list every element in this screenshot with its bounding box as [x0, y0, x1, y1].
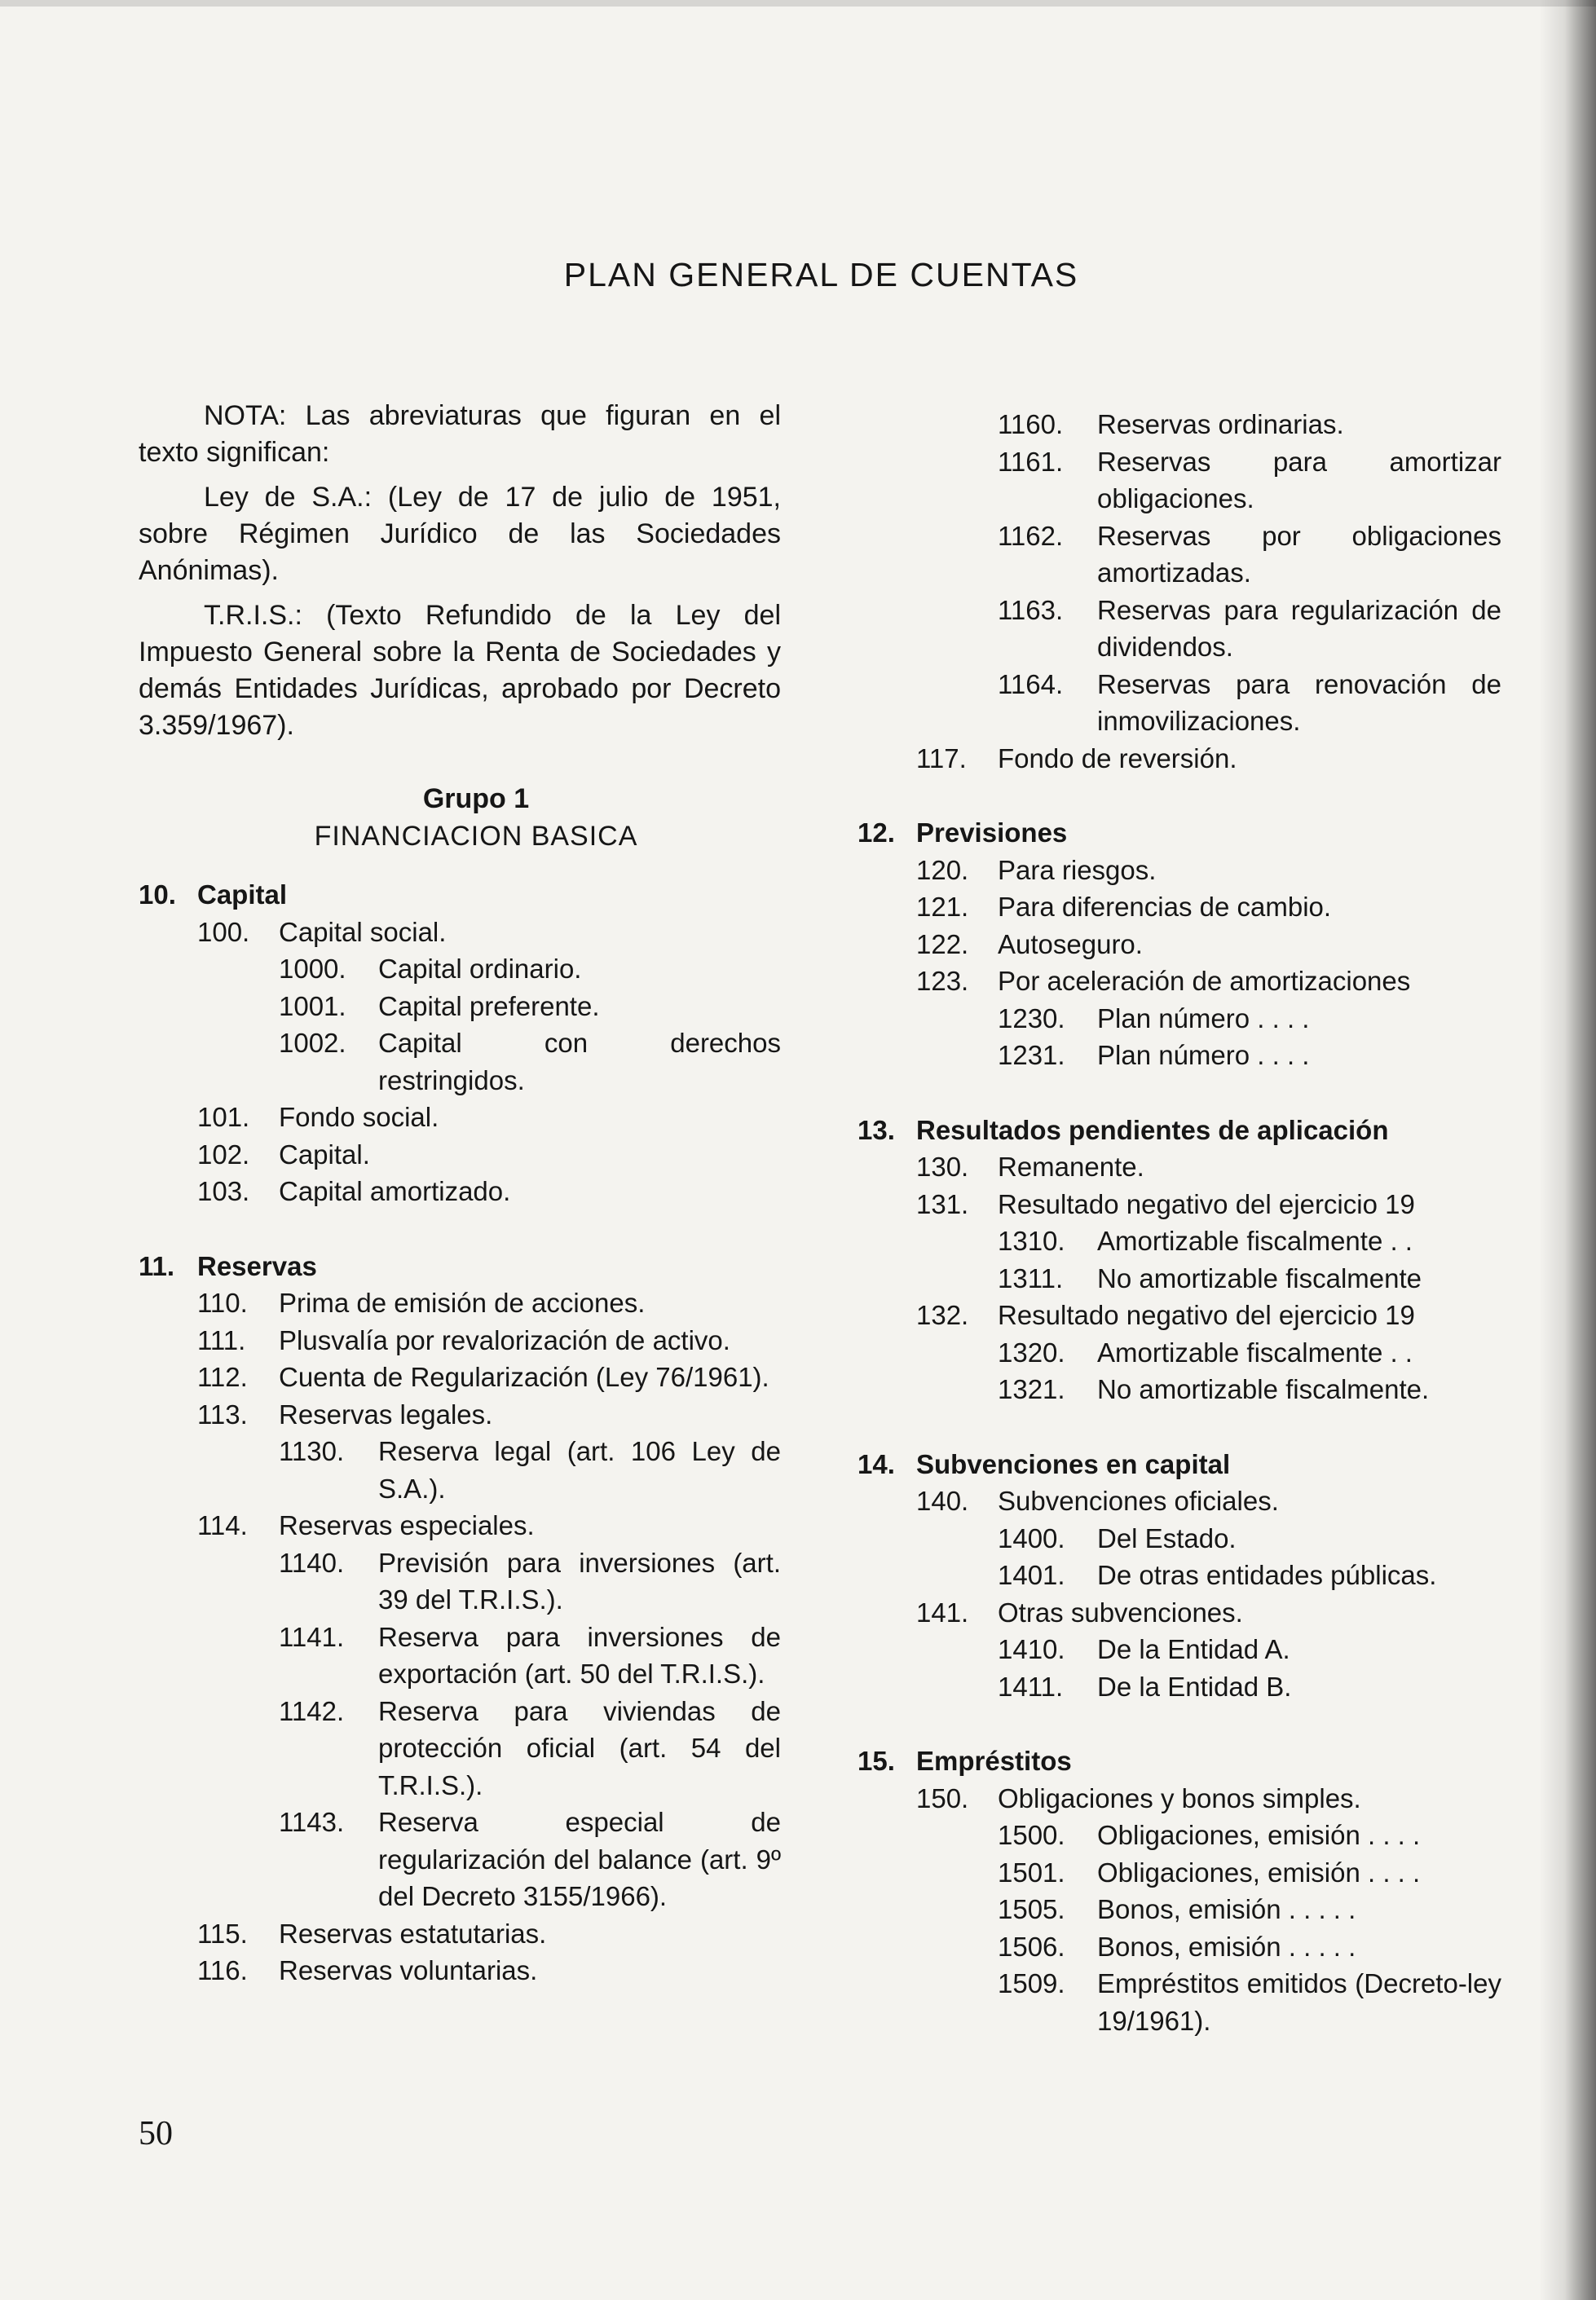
account-number: 110.: [197, 1288, 248, 1318]
section-title: Previsiones: [916, 817, 1068, 848]
section-entries: [858, 1148, 1501, 1408]
account-name: Capital ordinario.: [378, 954, 582, 984]
note-ley-sa: Ley de S.A.: (Ley de 17 de julio de 1951, sobre Régimen Jurídico de las Sociedades Anónimas).: [139, 482, 781, 586]
account-number: 114.: [197, 1510, 248, 1540]
account-name: Empréstitos emitidos (Decreto-ley 19/1961).: [1097, 1968, 1501, 2036]
account-number: 1000.: [279, 954, 346, 984]
subaccount-entry: [916, 1000, 1501, 1038]
group-name: FINANCIACION BASICA: [314, 821, 638, 852]
account-name: Para riesgos.: [998, 854, 1157, 885]
section-number: 11.: [139, 1250, 175, 1281]
account-entry: [197, 1507, 781, 1544]
section-gap: [139, 1210, 781, 1248]
account-name: Subvenciones oficiales.: [998, 1486, 1279, 1516]
subaccount-entry: [916, 1520, 1501, 1558]
account-number: 1230.: [998, 1002, 1065, 1033]
page-title: PLAN GENERAL DE CUENTAS: [563, 256, 1079, 293]
section-gap: [858, 1408, 1501, 1446]
subaccount-entry: [916, 1371, 1501, 1408]
subaccount-entry: [916, 1557, 1501, 1594]
subaccount-entry: [197, 1544, 781, 1619]
account-name: De la Entidad A.: [1097, 1634, 1290, 1664]
section-title: Subvenciones en capital: [916, 1448, 1231, 1479]
group-number: Grupo 1: [422, 783, 530, 814]
section-title: Resultados pendientes de aplicación: [916, 1114, 1389, 1145]
account-number: 103.: [197, 1176, 250, 1206]
account-number: 1506.: [998, 1931, 1065, 1962]
account-number: 1231.: [998, 1040, 1065, 1070]
subaccount-entry: [916, 1631, 1501, 1668]
account-name: Para diferencias de cambio.: [998, 892, 1332, 922]
account-entry: [916, 1483, 1501, 1520]
account-number: 1001.: [279, 990, 346, 1021]
account-name: Reserva especial de regularización del balance (art. 9º del Decreto 3155/1966).: [378, 1807, 781, 1911]
subaccount-entry: [916, 443, 1501, 518]
account-name: Fondo de reversión.: [998, 742, 1237, 773]
account-name: No amortizable fiscalmente.: [1097, 1374, 1430, 1404]
account-name: Reserva para viviendas de protección oficial (art. 54 del T.R.I.S.).: [378, 1695, 781, 1800]
account-number: 1130.: [279, 1436, 345, 1466]
note-tris: T.R.I.S.: (Texto Refundido de la Ley del Impuesto General sobre la Renta de Sociedades y demás Entidades Jurídicas, aprobado por Decreto 3.359/1967).: [139, 600, 781, 741]
page-number: 50: [139, 2115, 173, 2152]
account-name: Obligaciones, emisión . . . .: [1097, 1820, 1421, 1850]
account-name: Capital con derechos restringidos.: [378, 1028, 781, 1095]
account-number: 111.: [197, 1324, 246, 1355]
account-number: 1320.: [998, 1337, 1065, 1368]
account-number: 141.: [916, 1597, 969, 1628]
account-name: Reservas ordinarias.: [1097, 409, 1344, 439]
account-name: No amortizable fiscalmente: [1097, 1262, 1422, 1293]
subaccount-entry: [916, 1037, 1501, 1074]
account-name: De la Entidad B.: [1097, 1671, 1292, 1702]
account-entry: [197, 1952, 781, 1989]
account-number: 1160.: [998, 409, 1064, 439]
account-name: Plan número . . . .: [1097, 1040, 1310, 1070]
account-name: Reservas para renovación de inmovilizaciones.: [1097, 668, 1501, 736]
section-entries: [139, 914, 781, 1210]
account-number: 132.: [916, 1300, 969, 1330]
right-continued-list: [858, 406, 1501, 777]
section-heading: [858, 814, 1501, 852]
subaccount-entry: [916, 1334, 1501, 1372]
account-number: 130.: [916, 1152, 969, 1182]
section-title: Reservas: [197, 1250, 317, 1281]
subaccount-entry: [197, 1024, 781, 1099]
account-entry: [916, 740, 1501, 778]
account-name: Prima de emisión de acciones.: [279, 1288, 646, 1318]
account-number: 116.: [197, 1955, 248, 1985]
account-entry: [916, 888, 1501, 926]
account-number: 121.: [916, 892, 969, 922]
account-entry: [197, 1359, 781, 1396]
section-entries: [139, 1284, 781, 1989]
section-entries: [858, 1780, 1501, 2040]
section-heading: [858, 1446, 1501, 1483]
right-column: [858, 406, 1501, 2039]
account-number: 1310.: [998, 1226, 1065, 1256]
account-number: 1401.: [998, 1560, 1065, 1590]
account-name: Reserva para inversiones de exportación (art. 50 del T.R.I.S.).: [378, 1621, 781, 1689]
account-number: 1162.: [998, 520, 1064, 551]
subaccount-entry: [197, 1433, 781, 1507]
account-name: Resultado negativo del ejercicio 19: [998, 1300, 1415, 1330]
account-number: 101.: [197, 1102, 250, 1132]
account-name: Autoseguro.: [998, 928, 1143, 959]
account-name: Reservas voluntarias.: [279, 1955, 538, 1985]
account-name: Cuenta de Regularización (Ley 76/1961).: [279, 1362, 769, 1392]
section-heading: [139, 876, 781, 914]
account-number: 150.: [916, 1782, 969, 1813]
account-number: 120.: [916, 854, 969, 885]
account-number: 115.: [197, 1918, 248, 1949]
account-number: 102.: [197, 1139, 250, 1170]
account-number: 131.: [916, 1188, 969, 1219]
account-name: Capital amortizado.: [279, 1176, 511, 1206]
subaccount-entry: [197, 950, 781, 988]
subaccount-entry: [916, 592, 1501, 666]
account-number: 1140.: [279, 1547, 345, 1578]
account-number: 1163.: [998, 594, 1064, 625]
subaccount-entry: [916, 1891, 1501, 1928]
left-account-list: [139, 876, 781, 1989]
account-number: 1505.: [998, 1894, 1065, 1924]
account-name: Por aceleración de amortizaciones: [998, 966, 1411, 996]
account-name: Remanente.: [998, 1152, 1144, 1182]
subaccount-entry: [916, 406, 1501, 443]
account-name: Obligaciones, emisión . . . .: [1097, 1857, 1421, 1888]
section-entries: [858, 852, 1501, 1074]
account-number: 113.: [197, 1399, 248, 1430]
subaccount-entry: [916, 666, 1501, 740]
account-entry: [916, 1148, 1501, 1186]
section-entries: [858, 1483, 1501, 1705]
account-number: 1509.: [998, 1968, 1065, 1998]
account-entry: [197, 1136, 781, 1174]
account-number: 122.: [916, 928, 969, 959]
subaccount-entry: [197, 1804, 781, 1915]
account-number: 1400.: [998, 1522, 1065, 1553]
section-number: 12.: [858, 817, 895, 848]
subaccount-entry: [916, 1817, 1501, 1854]
account-name: Reservas para amortizar obligaciones.: [1097, 446, 1501, 513]
account-name: Reservas para regularización de dividendos.: [1097, 594, 1501, 662]
account-entry: [916, 1297, 1501, 1334]
account-name: Otras subvenciones.: [998, 1597, 1243, 1628]
section-number: 10.: [139, 879, 176, 910]
section-title: Empréstitos: [916, 1746, 1072, 1776]
account-entry: [916, 1594, 1501, 1632]
account-name: Capital preferente.: [378, 990, 600, 1021]
account-entry: [916, 1780, 1501, 1818]
account-entry: [197, 1099, 781, 1136]
account-entry: [916, 926, 1501, 963]
section-gap: [858, 1705, 1501, 1743]
subaccount-entry: [916, 1668, 1501, 1706]
note-paragraph: NOTA: Las abreviaturas que figuran en el texto significan:: [139, 400, 781, 468]
account-entry: [197, 914, 781, 951]
account-entry: [197, 1173, 781, 1210]
account-number: 123.: [916, 966, 969, 996]
subaccount-entry: [916, 1854, 1501, 1892]
account-entry: [197, 1322, 781, 1359]
section-gap: [858, 777, 1501, 814]
account-number: 1143.: [279, 1807, 345, 1837]
account-entry: [916, 852, 1501, 889]
section-number: 13.: [858, 1114, 895, 1145]
subaccount-entry: [197, 1693, 781, 1804]
account-number: 1500.: [998, 1820, 1065, 1850]
account-name: Bonos, emisión . . . . .: [1097, 1894, 1356, 1924]
subaccount-entry: [916, 1965, 1501, 2039]
subaccount-entry: [916, 1223, 1501, 1260]
account-name: De otras entidades públicas.: [1097, 1560, 1437, 1590]
account-number: 100.: [197, 916, 250, 947]
account-name: Capital social.: [279, 916, 447, 947]
account-name: Amortizable fiscalmente . .: [1097, 1337, 1413, 1368]
account-entry: [916, 1186, 1501, 1223]
section-heading: [858, 1112, 1501, 1149]
section-title: Capital: [197, 879, 288, 910]
account-number: 1311.: [998, 1262, 1064, 1293]
section-gap: [858, 1074, 1501, 1112]
account-number: 117.: [916, 742, 967, 773]
subaccount-entry: [197, 1619, 781, 1693]
group-heading: [171, 780, 781, 855]
right-account-list: [858, 777, 1501, 2039]
account-name: Resultado negativo del ejercicio 19: [998, 1188, 1415, 1219]
account-name: Del Estado.: [1097, 1522, 1237, 1553]
scan-edge-right: [1539, 0, 1596, 2300]
account-number: 1161.: [998, 446, 1064, 477]
account-entry: [197, 1915, 781, 1953]
account-number: 1501.: [998, 1857, 1065, 1888]
account-name: Amortizable fiscalmente . .: [1097, 1226, 1413, 1256]
account-name: Fondo social.: [279, 1102, 439, 1132]
account-name: Plan número . . . .: [1097, 1002, 1310, 1033]
scan-edge-top: [0, 0, 1596, 7]
account-name: Reservas especiales.: [279, 1510, 535, 1540]
account-name: Previsión para inversiones (art. 39 del T.R.I.S.).: [378, 1547, 781, 1615]
account-number: 1164.: [998, 668, 1064, 699]
account-name: Capital.: [279, 1139, 370, 1170]
account-number: 1141.: [279, 1621, 345, 1652]
account-name: Obligaciones y bonos simples.: [998, 1782, 1361, 1813]
account-number: 140.: [916, 1486, 969, 1516]
section-heading: [139, 1248, 781, 1285]
account-number: 1142.: [279, 1695, 345, 1726]
section-number: 14.: [858, 1448, 895, 1479]
account-entry: [197, 1284, 781, 1322]
subaccount-entry: [197, 988, 781, 1025]
account-number: 1002.: [279, 1028, 346, 1058]
account-name: Reservas por obligaciones amortizadas.: [1097, 520, 1501, 588]
account-entry: [916, 963, 1501, 1000]
account-number: 1321.: [998, 1374, 1065, 1404]
account-name: Plusvalía por revalorización de activo.: [279, 1324, 730, 1355]
subaccount-entry: [916, 518, 1501, 592]
account-number: 1411.: [998, 1671, 1064, 1702]
account-name: Bonos, emisión . . . . .: [1097, 1931, 1356, 1962]
account-entry: [197, 1396, 781, 1434]
left-column: [139, 398, 781, 1989]
account-name: Reservas estatutarias.: [279, 1918, 547, 1949]
account-name: Reserva legal (art. 106 Ley de S.A.).: [378, 1436, 781, 1504]
section-heading: [858, 1743, 1501, 1780]
subaccount-entry: [916, 1928, 1501, 1966]
account-name: Reservas legales.: [279, 1399, 493, 1430]
account-number: 1410.: [998, 1634, 1065, 1664]
account-number: 112.: [197, 1362, 248, 1392]
section-number: 15.: [858, 1746, 895, 1776]
subaccount-entry: [916, 1260, 1501, 1298]
